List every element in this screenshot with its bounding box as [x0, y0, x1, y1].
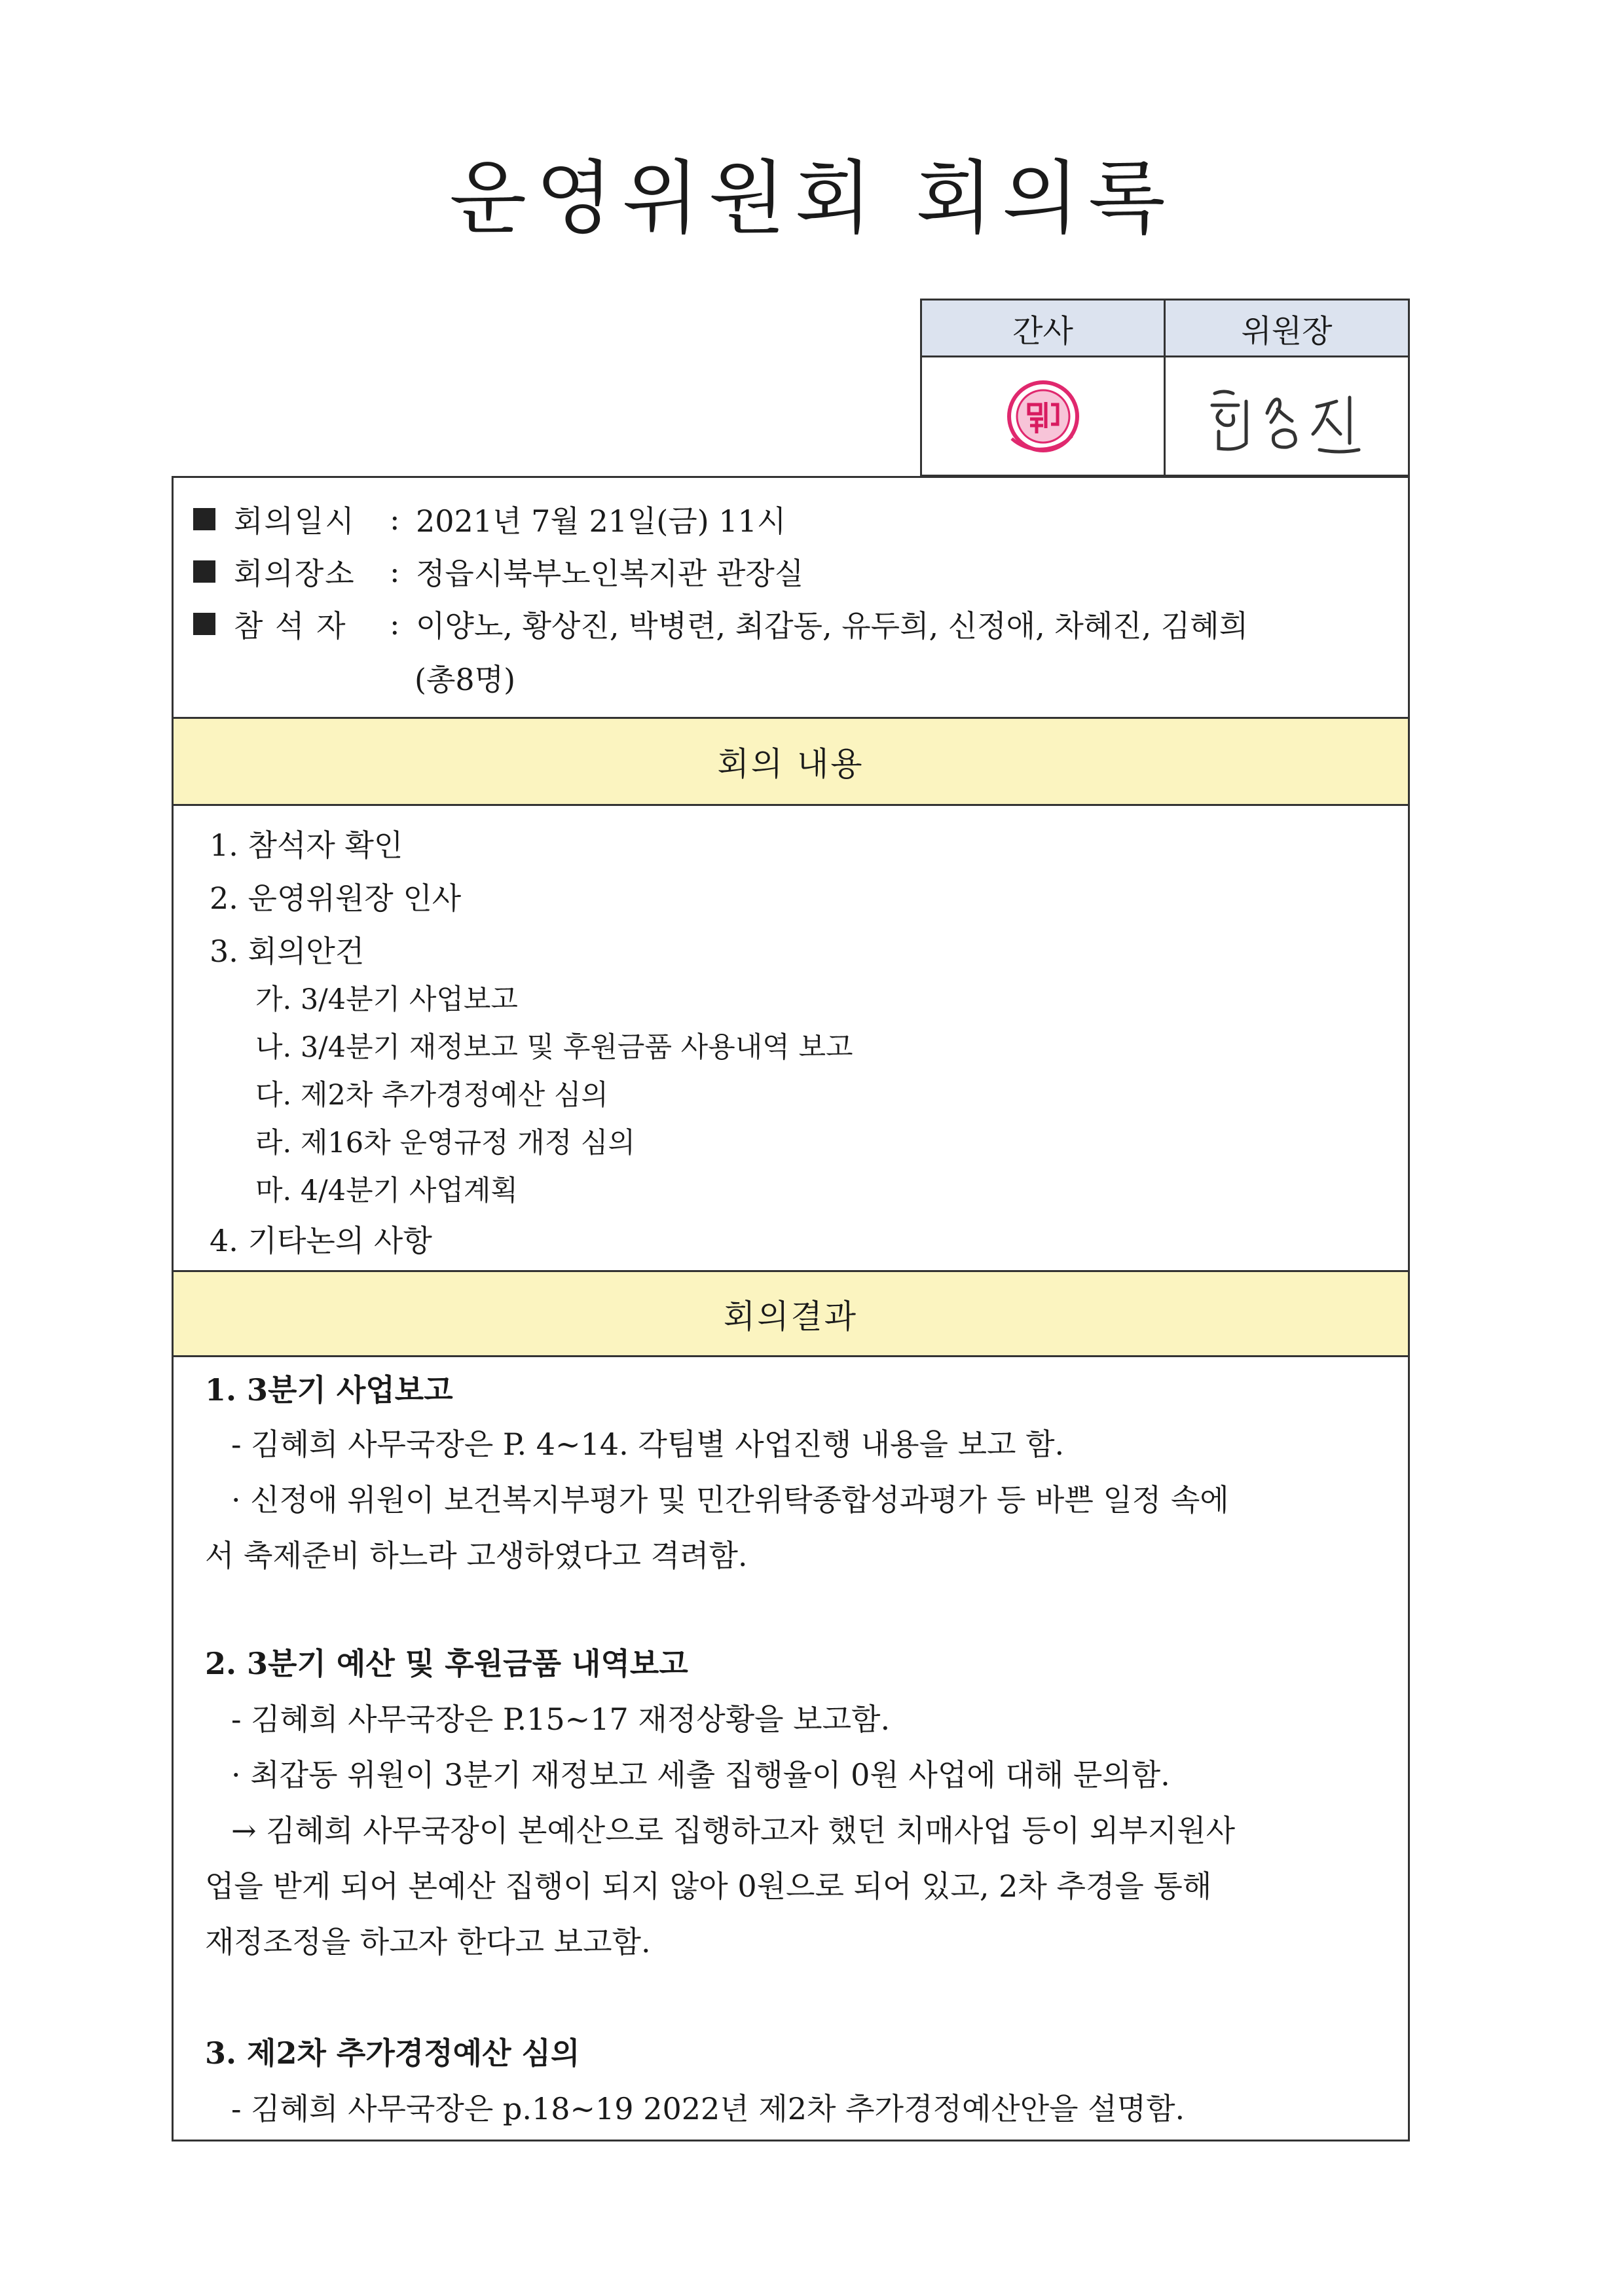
date-label: 회의일시 — [234, 503, 356, 539]
result-2-line-5: 재정조정을 하고자 한다고 보고함. — [205, 1924, 651, 1959]
attendees-label: 참 석 자 — [234, 608, 347, 644]
agenda-item-4: 4. 기타논의 사항 — [210, 1223, 432, 1258]
agenda-subitem-c: 다. 제2차 추가경정예산 심의 — [255, 1079, 608, 1112]
result-2-line-2: · 최갑동 위원이 3분기 재정보고 세출 집행율이 0원 사업에 대해 문의함. — [231, 1757, 1170, 1793]
result-2-line-4: 업을 받게 되어 본예산 집행이 되지 않아 0원으로 되어 있고, 2차 추경을 통해 — [205, 1868, 1212, 1904]
approval-header-secretary: 간사 — [922, 301, 1166, 357]
chairman-signature-cell — [1166, 357, 1408, 475]
colon: : — [390, 554, 400, 589]
agenda-item-3: 3. 회의안건 — [210, 934, 365, 969]
info-row-place — [193, 550, 803, 593]
agenda-item-1: 1. 참석자 확인 — [210, 828, 403, 863]
colon: : — [390, 606, 400, 642]
results-header: 회의결과 — [174, 1270, 1408, 1357]
result-2-title: 2. 3분기 예산 및 후원금품 내역보고 — [205, 1646, 688, 1681]
seal-stamp — [997, 371, 1089, 462]
approval-header-chairman: 위원장 — [1166, 301, 1408, 357]
result-2-line-1: - 김혜희 사무국장은 P.15~17 재정상황을 보고함. — [231, 1702, 891, 1737]
place-value: 정읍시북부노인복지관 관장실 — [416, 556, 804, 591]
colon: : — [390, 501, 400, 537]
minutes-form — [172, 476, 1410, 2141]
document-title: 운영위원회 회의록 — [449, 152, 1175, 245]
agenda-item-2: 2. 운영위원장 인사 — [210, 881, 462, 916]
square-bullet-icon — [193, 560, 215, 583]
result-3-title: 3. 제2차 추가경정예산 심의 — [205, 2035, 580, 2071]
agenda-subitem-d: 라. 제16차 운영규정 개정 심의 — [255, 1127, 635, 1159]
agenda-subitem-a: 가. 3/4분기 사업보고 — [255, 983, 518, 1016]
agenda-header: 회의 내용 — [174, 719, 1408, 806]
approval-box — [920, 299, 1410, 477]
meeting-info-section — [174, 478, 1408, 719]
handwritten-signature — [1189, 367, 1385, 465]
agenda-subitem-b: 나. 3/4분기 재정보고 및 후원금품 사용내역 보고 — [255, 1031, 853, 1064]
square-bullet-icon — [193, 613, 215, 635]
place-label: 회의장소 — [234, 556, 356, 591]
secretary-stamp-cell — [922, 357, 1166, 475]
result-1-line-2: · 신정애 위원이 보건복지부평가 및 민간위탁종합성과평가 등 바쁜 일정 속에 — [231, 1482, 1229, 1518]
info-row-attendees-total — [415, 656, 515, 699]
result-1-line-3: 서 축제준비 하느라 고생하였다고 격려함. — [205, 1538, 748, 1573]
info-row-date — [193, 498, 786, 541]
date-value: 2021년 7월 21일(금) 11시 — [416, 503, 786, 539]
attendees-value: 이양노, 황상진, 박병련, 최갑동, 유두희, 신정애, 차혜진, 김혜희 — [416, 608, 1249, 644]
result-2-line-3: → 김혜희 사무국장이 본예산으로 집행하고자 했던 치매사업 등이 외부지원사 — [231, 1813, 1236, 1848]
result-3-line-1: - 김혜희 사무국장은 p.18~19 2022년 제2차 추가경정예산안을 설명함. — [231, 2091, 1185, 2126]
result-1-title: 1. 3분기 사업보고 — [205, 1372, 453, 1408]
square-bullet-icon — [193, 508, 215, 530]
attendees-total: (총8명) — [415, 662, 516, 697]
agenda-subitem-e: 마. 4/4분기 사업계획 — [255, 1175, 518, 1207]
info-row-attendees — [193, 602, 1248, 646]
result-1-line-1: - 김혜희 사무국장은 P. 4~14. 각팀별 사업진행 내용을 보고 함. — [231, 1427, 1065, 1462]
